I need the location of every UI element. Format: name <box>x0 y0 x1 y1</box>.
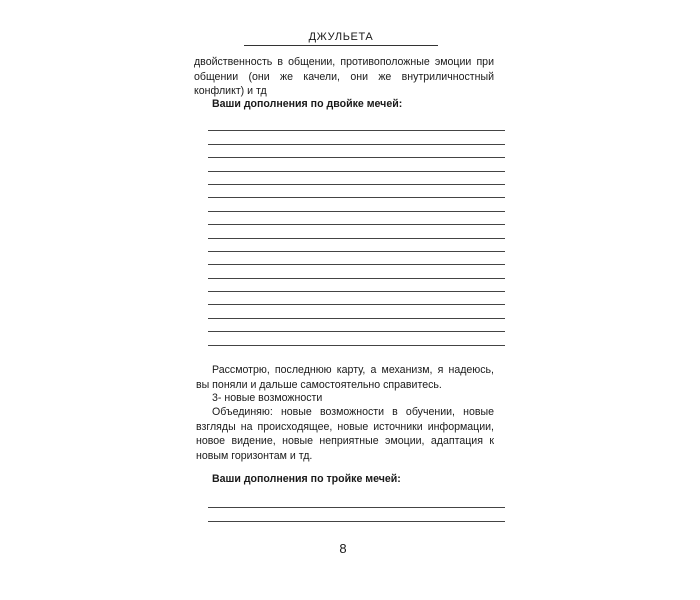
answer-line[interactable] <box>208 508 505 521</box>
answer-line[interactable] <box>208 225 505 238</box>
answer-line[interactable] <box>208 279 505 292</box>
answer-line[interactable] <box>208 185 505 198</box>
twos-additions-heading: Ваши дополнения по двойке мечей: <box>212 98 403 110</box>
answer-line[interactable] <box>208 172 505 185</box>
three-item-line: 3- новые возможности <box>212 392 323 404</box>
consider-paragraph: Рассмотрю, последнюю карту, а механизм, я надеюсь, вы поняли и дальше самостоятельно справитесь. <box>196 364 494 391</box>
answer-line[interactable] <box>208 319 505 332</box>
answer-line[interactable] <box>208 145 505 158</box>
threes-additions-heading: Ваши дополнения по тройке мечей: <box>212 473 401 485</box>
answer-line[interactable] <box>208 198 505 211</box>
intro-paragraph: двойственность в общении, противоположные эмоции при общении (они же качели, они же внутриличностный конфликт) и тд <box>194 56 494 98</box>
running-header: ДЖУЛЬЕТА <box>308 31 374 43</box>
answer-line[interactable] <box>208 239 505 252</box>
combine-paragraph: Объединяю: новые возможности в обучении, новые взгляды на происходящее, новые источники информации, новое видение, новые неприятные эмоции, адаптация к новым горизонтам и тд. <box>196 406 494 462</box>
answer-line[interactable] <box>208 118 505 131</box>
answer-line[interactable] <box>208 332 505 345</box>
answer-line[interactable] <box>208 252 505 265</box>
answer-line[interactable] <box>208 131 505 144</box>
answer-line[interactable] <box>208 305 505 318</box>
page-number: 8 <box>339 541 347 556</box>
header-rule <box>244 45 438 46</box>
answer-line[interactable] <box>208 158 505 171</box>
answer-line[interactable] <box>208 265 505 278</box>
twos-answer-lines[interactable] <box>208 118 505 346</box>
answer-line[interactable] <box>208 212 505 225</box>
threes-answer-lines[interactable] <box>208 495 505 522</box>
answer-line[interactable] <box>208 495 505 508</box>
answer-line[interactable] <box>208 292 505 305</box>
